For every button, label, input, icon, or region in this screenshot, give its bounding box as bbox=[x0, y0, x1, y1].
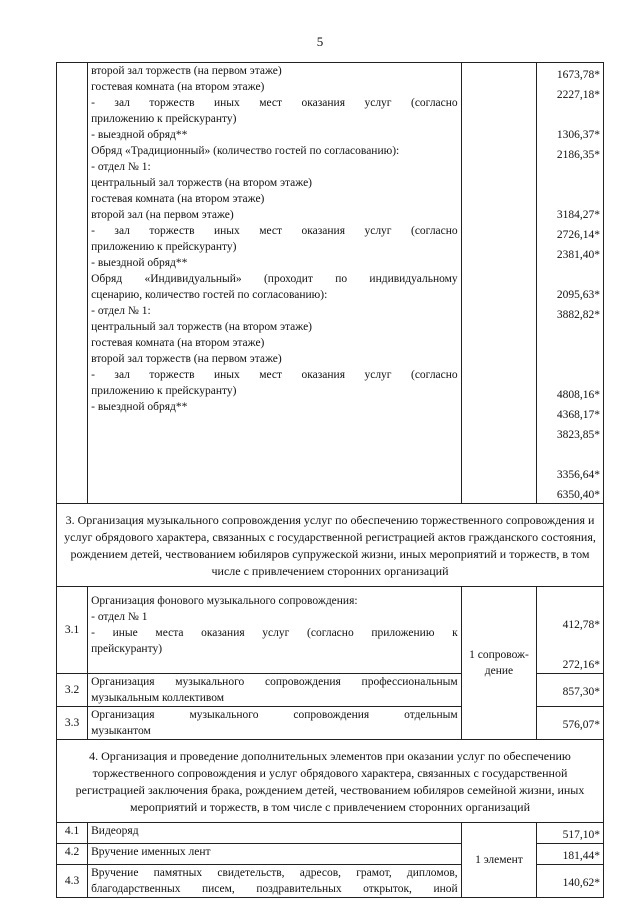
price-value: 1306,37* bbox=[556, 129, 600, 141]
price-value bbox=[540, 343, 600, 363]
page-number: 5 bbox=[316, 34, 324, 49]
price-value: 412,78* bbox=[562, 619, 600, 631]
text-line: второй зал (на первом этаже) bbox=[91, 209, 234, 221]
row-prices bbox=[537, 865, 604, 898]
text-line: сценарию, количество гостей по согласованию): bbox=[91, 289, 328, 301]
price-value: 2186,35* bbox=[556, 149, 600, 161]
empty-unit-cell bbox=[461, 63, 537, 504]
text-line: прейскуранту) bbox=[91, 643, 163, 655]
row-prices bbox=[537, 707, 604, 740]
price-value: 2726,14* bbox=[556, 229, 600, 241]
price-value bbox=[540, 323, 600, 343]
text-line: Обряд «Индивидуальный» (проходит по индивидуальному bbox=[91, 273, 458, 285]
row-prices bbox=[537, 587, 604, 674]
text-line: Организация фонового музыкального сопровождения: bbox=[91, 595, 358, 607]
price-value: 1673,78* bbox=[556, 69, 600, 81]
unit-cell: 1 сопровож-дение bbox=[461, 587, 537, 740]
price-value: 2227,18* bbox=[556, 89, 600, 101]
text-line: - выездной обряд** bbox=[91, 257, 188, 269]
price-value: 3882,82* bbox=[556, 309, 600, 321]
text-line: - отдел № 1: bbox=[91, 161, 151, 173]
price-value: 6350,40* bbox=[556, 489, 600, 501]
price-value: 517,10* bbox=[562, 829, 600, 841]
table-row bbox=[57, 823, 604, 844]
row-number: 3.3 bbox=[57, 707, 88, 740]
price-value bbox=[540, 593, 600, 613]
row-prices bbox=[537, 844, 604, 865]
continuation-prices bbox=[537, 63, 604, 504]
section4-heading: 4. Организация и проведение дополнительных элементов при оказании услуг по обеспечению торжественного сопровождения и услуг обрядового характера, связанных с государственной регистрацией заключения брака, рождением детей, чествованием юбиляров семейной жизни, иных мероприятий и торжеств, в том числе с привлечением сторонних организаций bbox=[57, 740, 604, 823]
text-line: Организация музыкального сопровождения профессиональным bbox=[91, 676, 458, 688]
text-line: приложению к прейскуранту) bbox=[91, 113, 237, 125]
text-line: - отдел № 1 bbox=[91, 611, 148, 623]
row-number: 4.2 bbox=[57, 844, 88, 865]
row-number: 3.1 bbox=[57, 587, 88, 674]
price-value bbox=[540, 163, 600, 183]
text-line: центральный зал торжеств (на втором этаже) bbox=[91, 321, 313, 333]
section4-heading-row bbox=[57, 740, 604, 823]
row-description bbox=[88, 823, 462, 844]
price-value bbox=[540, 103, 600, 123]
text-line: центральный зал торжеств (на втором этаже) bbox=[91, 177, 313, 189]
row-prices bbox=[537, 823, 604, 844]
price-value bbox=[540, 633, 600, 653]
text-line: - зал торжеств иных мест оказания услуг (согласно bbox=[91, 97, 458, 109]
continuation-description bbox=[88, 63, 462, 504]
price-value bbox=[540, 183, 600, 203]
price-value bbox=[540, 443, 600, 463]
price-value: 576,07* bbox=[562, 719, 600, 731]
price-value: 3823,85* bbox=[556, 429, 600, 441]
text-line: второй зал торжеств (на первом этаже) bbox=[91, 65, 282, 77]
text-line: - выездной обряд** bbox=[91, 129, 188, 141]
unit-cell: 1 элемент bbox=[461, 823, 537, 898]
row-prices bbox=[537, 674, 604, 707]
row-description bbox=[88, 707, 462, 740]
price-value: 3356,64* bbox=[556, 469, 600, 481]
text-line: гостевая комната (на втором этаже) bbox=[91, 193, 265, 205]
text-line: приложению к прейскуранту) bbox=[91, 241, 237, 253]
text-line: благодарственных писем, поздравительных открыток, иной bbox=[91, 883, 458, 895]
text-line: - отдел № 1: bbox=[91, 305, 151, 317]
table-row bbox=[57, 587, 604, 674]
text-line: - зал торжеств иных мест оказания услуг (согласно bbox=[91, 225, 458, 237]
price-value: 140,62* bbox=[562, 877, 600, 889]
price-value bbox=[540, 363, 600, 383]
price-value bbox=[540, 263, 600, 283]
text-line: Вручение именных лент bbox=[91, 846, 211, 858]
row-number: 3.2 bbox=[57, 674, 88, 707]
text-line: - выездной обряд** bbox=[91, 401, 188, 413]
price-value: 272,16* bbox=[562, 659, 600, 671]
row-description bbox=[88, 674, 462, 707]
price-value: 2095,63* bbox=[556, 289, 600, 301]
text-line: Видеоряд bbox=[91, 825, 139, 837]
text-line: Обряд «Традиционный» (количество гостей по согласованию): bbox=[91, 145, 400, 157]
text-line: приложению к прейскуранту) bbox=[91, 385, 237, 397]
text-line: - зал торжеств иных мест оказания услуг (согласно bbox=[91, 369, 458, 381]
text-line: Организация музыкального сопровождения отдельным bbox=[91, 709, 458, 721]
text-line: гостевая комната (на втором этаже) bbox=[91, 81, 265, 93]
row-number: 4.1 bbox=[57, 823, 88, 844]
text-line: музыкантом bbox=[91, 725, 151, 737]
section3-heading: 3. Организация музыкального сопровождения услуг по обеспечению торжественного сопровождения и услуг обрядового характера, связанных с государственной регистрацией актов гражданского состояния, рождением детей, чествованием юбиляров супружеской жизни, иных мероприятий и торжеств, в том числе с привлечением сторонних организаций bbox=[57, 504, 604, 587]
row-description bbox=[88, 844, 462, 865]
row-description bbox=[88, 587, 462, 674]
price-value: 4368,17* bbox=[556, 409, 600, 421]
text-line: - иные места оказания услуг (согласно приложению к bbox=[91, 627, 458, 639]
empty-num-cell bbox=[57, 63, 88, 504]
price-value: 4808,16* bbox=[556, 389, 600, 401]
text-line: второй зал торжеств (на первом этаже) bbox=[91, 353, 282, 365]
price-value: 181,44* bbox=[562, 850, 600, 862]
price-table bbox=[56, 62, 604, 898]
text-line: Вручение памятных свидетельств, адресов, грамот, дипломов, bbox=[91, 867, 458, 879]
row-description bbox=[88, 865, 462, 898]
section3-heading-row bbox=[57, 504, 604, 587]
continuation-row bbox=[57, 63, 604, 504]
text-line: гостевая комната (на втором этаже) bbox=[91, 337, 265, 349]
price-value: 857,30* bbox=[562, 686, 600, 698]
price-value: 3184,27* bbox=[556, 209, 600, 221]
row-number: 4.3 bbox=[57, 865, 88, 898]
text-line: музыкальным коллективом bbox=[91, 692, 225, 704]
price-value: 2381,40* bbox=[556, 249, 600, 261]
